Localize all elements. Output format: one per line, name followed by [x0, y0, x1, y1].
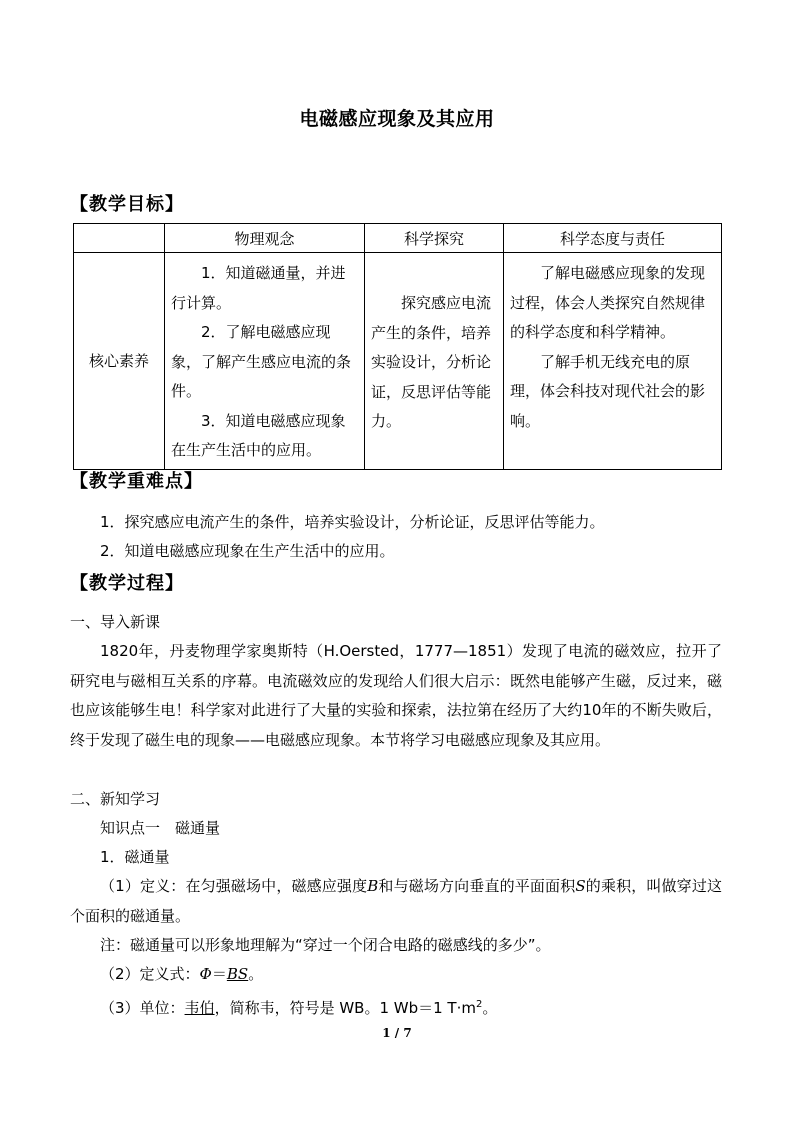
section-heading-key-points: 【教学重难点】 [70, 471, 203, 492]
goals-table-corner [74, 224, 165, 253]
goals-header-attitude: 科学态度与责任 [504, 224, 722, 253]
goals-header-inquiry: 科学探究 [365, 224, 504, 253]
physics-goal-2: 2．了解电磁感应现象，了解产生感应电流的条件。 [171, 323, 352, 400]
goals-header-physics: 物理观念 [165, 224, 365, 253]
page-number: 1 / 7 [382, 1026, 412, 1040]
attitude-goal-1: 了解电磁感应现象的发现过程，体会人类探究自然规律的科学态度和科学精神。 [510, 264, 706, 341]
inquiry-goal: 探究感应电流产生的条件，培养实验设计，分析论证，反思评估等能力。 [371, 294, 492, 430]
part2-heading: 二、新知学习 [70, 790, 161, 808]
key-point-1: 1．探究感应电流产生的条件，培养实验设计，分析论证，反思评估等能力。 [100, 513, 605, 531]
goals-cell-attitude [504, 253, 722, 470]
goals-cell-physics [165, 253, 365, 470]
page-title: 电磁感应现象及其应用 [299, 108, 495, 130]
section-heading-goals: 【教学目标】 [70, 194, 184, 215]
sub-heading-flux: 1．磁通量 [100, 848, 170, 866]
flux-note: 注：磁通量可以形象地理解为“穿过一个闭合电路的磁感线的多少”。 [100, 936, 551, 954]
flux-definition: （1）定义：在匀强磁场中，磁感应强度B和与磁场方向垂直的平面面积S的乘积，叫做穿过这个面积的磁通量。 [70, 877, 722, 925]
section-heading-process: 【教学过程】 [70, 573, 184, 594]
physics-goal-1: 1．知道磁通量，并进行计算。 [171, 264, 346, 312]
flux-unit: （3）单位：韦伯，简称韦，符号是 WB。1 Wb＝1 $T\cdot m^2$。 [100, 999, 498, 1017]
goals-table [73, 223, 722, 470]
goals-row-label: 核心素养 [74, 253, 165, 470]
part1-heading: 一、导入新课 [70, 613, 161, 631]
part1-paragraph: 1820年，丹麦物理学家奥斯特（H.Oersted，1777—1851）发现了电流的磁效应，拉开了研究电与磁相互关系的序幕。电流磁效应的发现给人们很大启示：既然电能够产生磁，反过来，磁也应该能够生电！科学家对此进行了大量的实验和探索，法拉第在经历了大约10年的不断失败后，终于发现了磁生电的现象——电磁感应现象。本节将学习电磁感应现象及其应用。 [70, 642, 722, 749]
goals-table-header-row [74, 224, 722, 253]
flux-formula: （2）定义式：Φ＝BS。 [100, 965, 264, 983]
knowledge-point-1: 知识点一 磁通量 [100, 819, 221, 837]
key-point-2: 2．知道电磁感应现象在生产生活中的应用。 [100, 542, 395, 560]
goals-cell-inquiry [365, 253, 504, 470]
physics-goal-3: 3．知道电磁感应现象在生产生活中的应用。 [171, 411, 346, 459]
attitude-goal-2: 了解手机无线充电的原理，体会科技对现代社会的影响。 [510, 352, 706, 430]
goals-table-body-row [74, 253, 722, 470]
